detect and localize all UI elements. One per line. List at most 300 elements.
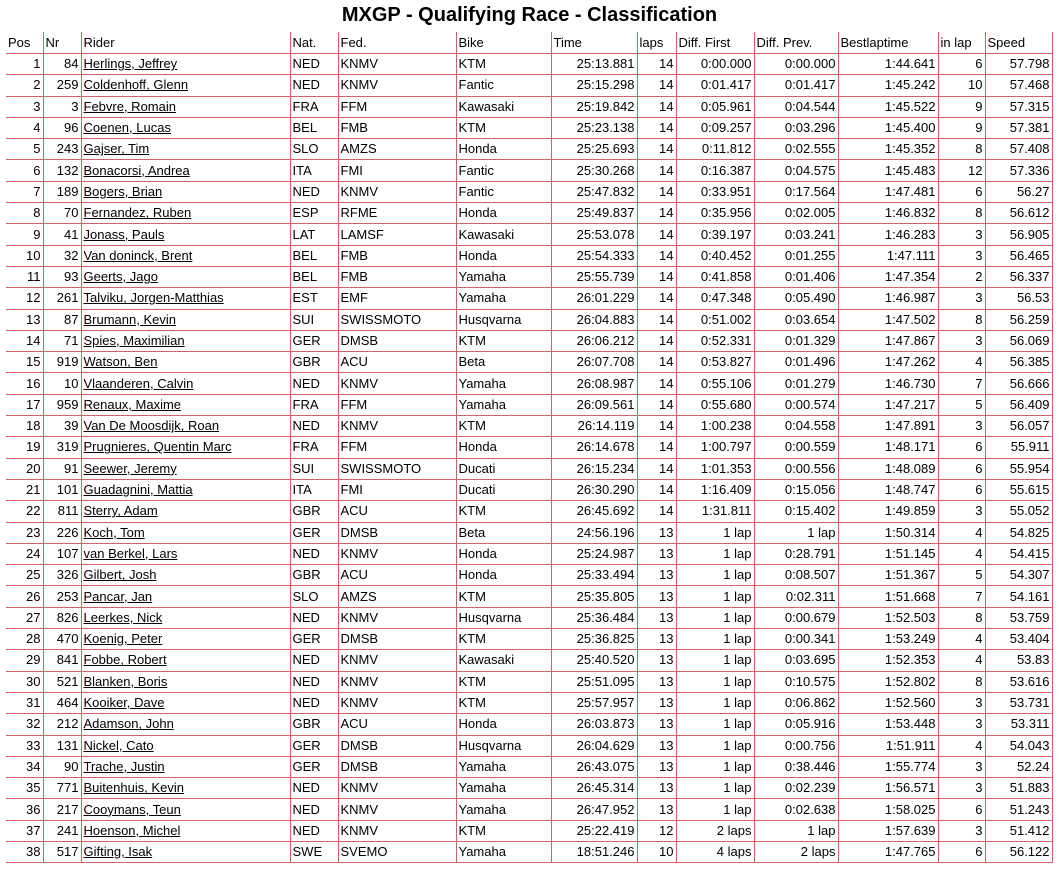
- cell-bestlaptime: 1:58.025: [838, 799, 938, 820]
- cell-time: 25:22.419: [551, 820, 637, 841]
- cell-diff-first: 1 lap: [676, 778, 754, 799]
- cell-in-lap: 8: [938, 139, 985, 160]
- rider-link[interactable]: Nickel, Cato: [83, 737, 154, 753]
- cell-fed: RFME: [338, 203, 456, 224]
- cell-bestlaptime: 1:55.774: [838, 756, 938, 777]
- cell-laps: 14: [637, 54, 676, 75]
- rider-link[interactable]: Van doninck, Brent: [83, 247, 193, 263]
- cell-bike: Honda: [456, 565, 551, 586]
- rider-link[interactable]: Koch, Tom: [83, 524, 145, 540]
- rider-link[interactable]: Febvre, Romain: [83, 98, 176, 114]
- rider-link[interactable]: Watson, Ben: [83, 354, 158, 370]
- cell-nr: 41: [43, 224, 81, 245]
- cell-bike: Kawasaki: [456, 650, 551, 671]
- cell-in-lap: 9: [938, 117, 985, 138]
- table-row: [6, 692, 1052, 713]
- cell-time: 26:14.678: [551, 437, 637, 458]
- cell-bestlaptime: 1:47.111: [838, 245, 938, 266]
- cell-pos: 20: [6, 458, 43, 479]
- cell-time: 26:43.075: [551, 756, 637, 777]
- cell-diff-prev: 0:00.559: [754, 437, 838, 458]
- cell-speed: 53.759: [985, 607, 1052, 628]
- cell-speed: 56.259: [985, 309, 1052, 330]
- cell-diff-prev: 0:02.638: [754, 799, 838, 820]
- cell-nat: GBR: [290, 352, 338, 373]
- cell-rider: [81, 841, 290, 862]
- cell-diff-first: 1 lap: [676, 629, 754, 650]
- cell-diff-prev: 0:03.241: [754, 224, 838, 245]
- cell-in-lap: 6: [938, 479, 985, 500]
- cell-laps: 14: [637, 416, 676, 437]
- cell-diff-prev: 2 laps: [754, 841, 838, 862]
- cell-speed: 53.616: [985, 671, 1052, 692]
- cell-laps: 14: [637, 437, 676, 458]
- cell-laps: 14: [637, 203, 676, 224]
- cell-diff-first: 1:01.353: [676, 458, 754, 479]
- cell-rider: [81, 671, 290, 692]
- rider-link[interactable]: Blanken, Boris: [83, 673, 168, 689]
- rider-link[interactable]: Guadagnini, Mattia: [83, 482, 193, 498]
- cell-diff-first: 0:55.680: [676, 394, 754, 415]
- cell-time: 25:49.837: [551, 203, 637, 224]
- cell-speed: 51.412: [985, 820, 1052, 841]
- cell-bike: Yamaha: [456, 373, 551, 394]
- cell-time: 26:45.692: [551, 501, 637, 522]
- cell-in-lap: 8: [938, 203, 985, 224]
- rider-link[interactable]: Coenen, Lucas: [83, 120, 171, 136]
- cell-diff-first: 1 lap: [676, 692, 754, 713]
- cell-speed: 57.468: [985, 75, 1052, 96]
- cell-speed: 53.311: [985, 714, 1052, 735]
- cell-laps: 13: [637, 586, 676, 607]
- rider-link[interactable]: Fobbe, Robert: [83, 652, 167, 668]
- cell-pos: 27: [6, 607, 43, 628]
- cell-bestlaptime: 1:52.560: [838, 692, 938, 713]
- cell-fed: KNMV: [338, 181, 456, 202]
- rider-link[interactable]: Cooymans, Teun: [83, 801, 181, 817]
- cell-diff-prev: 0:00.000: [754, 54, 838, 75]
- table-row: [6, 543, 1052, 564]
- cell-diff-first: 1:16.409: [676, 479, 754, 500]
- cell-laps: 13: [637, 543, 676, 564]
- cell-pos: 10: [6, 245, 43, 266]
- cell-speed: 53.404: [985, 629, 1052, 650]
- cell-rider: [81, 629, 290, 650]
- cell-bestlaptime: 1:46.283: [838, 224, 938, 245]
- cell-diff-first: 0:00.000: [676, 54, 754, 75]
- cell-nr: 189: [43, 181, 81, 202]
- table-row: [6, 437, 1052, 458]
- cell-diff-first: 0:09.257: [676, 117, 754, 138]
- cell-nat: LAT: [290, 224, 338, 245]
- rider-link[interactable]: Seewer, Jeremy: [83, 460, 177, 476]
- column-header-bike: Bike: [456, 32, 551, 54]
- cell-speed: 51.883: [985, 778, 1052, 799]
- cell-pos: 1: [6, 54, 43, 75]
- cell-pos: 2: [6, 75, 43, 96]
- rider-link[interactable]: Hoenson, Michel: [83, 822, 181, 838]
- cell-nr: 521: [43, 671, 81, 692]
- cell-diff-prev: 0:01.496: [754, 352, 838, 373]
- cell-in-lap: 6: [938, 458, 985, 479]
- cell-time: 25:25.693: [551, 139, 637, 160]
- rider-link[interactable]: Spies, Maximilian: [83, 333, 185, 348]
- classification-table: [6, 32, 1053, 863]
- cell-in-lap: 3: [938, 714, 985, 735]
- cell-bike: Yamaha: [456, 394, 551, 415]
- cell-diff-prev: 0:01.279: [754, 373, 838, 394]
- cell-bestlaptime: 1:45.522: [838, 96, 938, 117]
- cell-nr: 71: [43, 330, 81, 351]
- cell-diff-prev: 0:06.862: [754, 692, 838, 713]
- cell-diff-first: 0:33.951: [676, 181, 754, 202]
- cell-laps: 14: [637, 139, 676, 160]
- cell-bike: KTM: [456, 330, 551, 351]
- cell-nr: 84: [43, 54, 81, 75]
- cell-diff-first: 4 laps: [676, 841, 754, 862]
- cell-speed: 54.825: [985, 522, 1052, 543]
- cell-in-lap: 4: [938, 522, 985, 543]
- cell-nr: 93: [43, 266, 81, 287]
- cell-nat: ITA: [290, 160, 338, 181]
- cell-in-lap: 4: [938, 352, 985, 373]
- cell-bestlaptime: 1:46.832: [838, 203, 938, 224]
- table-row: [6, 501, 1052, 522]
- cell-pos: 32: [6, 714, 43, 735]
- cell-in-lap: 2: [938, 266, 985, 287]
- cell-fed: FMI: [338, 479, 456, 500]
- rider-link[interactable]: Fernandez, Ruben: [83, 205, 192, 221]
- cell-fed: DMSB: [338, 629, 456, 650]
- cell-diff-first: 0:39.197: [676, 224, 754, 245]
- cell-bestlaptime: 1:51.145: [838, 543, 938, 564]
- cell-in-lap: 7: [938, 373, 985, 394]
- column-header-bestlaptime: Bestlaptime: [838, 32, 938, 54]
- rider-link[interactable]: Brumann, Kevin: [83, 311, 176, 327]
- cell-bike: KTM: [456, 501, 551, 522]
- cell-rider: [81, 75, 290, 96]
- cell-rider: [81, 96, 290, 117]
- cell-diff-prev: 1 lap: [754, 522, 838, 543]
- cell-in-lap: 6: [938, 841, 985, 862]
- cell-time: 26:09.561: [551, 394, 637, 415]
- cell-fed: DMSB: [338, 735, 456, 756]
- cell-in-lap: 3: [938, 756, 985, 777]
- cell-nr: 959: [43, 394, 81, 415]
- rider-link[interactable]: Gilbert, Josh: [83, 567, 157, 583]
- cell-speed: 54.415: [985, 543, 1052, 564]
- cell-time: 25:53.078: [551, 224, 637, 245]
- table-row: [6, 799, 1052, 820]
- cell-nat: FRA: [290, 394, 338, 415]
- rider-link[interactable]: Adamson, John: [83, 716, 174, 732]
- column-header-pos: Pos: [6, 32, 43, 54]
- cell-time: 26:14.119: [551, 416, 637, 437]
- table-row: [6, 245, 1052, 266]
- rider-link[interactable]: Coldenhoff, Glenn: [83, 77, 189, 93]
- rider-link[interactable]: Geerts, Jago: [83, 269, 158, 285]
- cell-nat: NED: [290, 671, 338, 692]
- cell-speed: 56.122: [985, 841, 1052, 862]
- cell-laps: 14: [637, 245, 676, 266]
- table-row: [6, 309, 1052, 330]
- cell-fed: KNMV: [338, 650, 456, 671]
- cell-bestlaptime: 1:46.987: [838, 288, 938, 309]
- cell-pos: 6: [6, 160, 43, 181]
- cell-bestlaptime: 1:47.481: [838, 181, 938, 202]
- cell-time: 24:56.196: [551, 522, 637, 543]
- cell-fed: KNMV: [338, 671, 456, 692]
- cell-nat: GER: [290, 735, 338, 756]
- rider-link[interactable]: Herlings, Jeffrey: [83, 56, 178, 72]
- rider-link[interactable]: Pancar, Jan: [83, 588, 153, 604]
- cell-time: 25:13.881: [551, 54, 637, 75]
- cell-diff-prev: 0:38.446: [754, 756, 838, 777]
- cell-bestlaptime: 1:45.400: [838, 117, 938, 138]
- rider-link[interactable]: Jonass, Pauls: [83, 226, 165, 242]
- rider-link[interactable]: Kooiker, Dave: [83, 695, 165, 711]
- cell-laps: 14: [637, 352, 676, 373]
- cell-pos: 7: [6, 181, 43, 202]
- cell-diff-first: 0:47.348: [676, 288, 754, 309]
- cell-diff-first: 1 lap: [676, 714, 754, 735]
- cell-nat: BEL: [290, 266, 338, 287]
- cell-bike: Ducati: [456, 479, 551, 500]
- cell-bike: Husqvarna: [456, 735, 551, 756]
- cell-bestlaptime: 1:51.668: [838, 586, 938, 607]
- cell-nat: ESP: [290, 203, 338, 224]
- cell-laps: 14: [637, 75, 676, 96]
- rider-link[interactable]: Vlaanderen, Calvin: [83, 375, 194, 391]
- cell-bike: KTM: [456, 586, 551, 607]
- rider-link[interactable]: Buitenhuis, Kevin: [83, 780, 184, 796]
- cell-speed: 54.307: [985, 565, 1052, 586]
- rider-link[interactable]: Koenig, Peter: [83, 631, 163, 647]
- cell-bike: Honda: [456, 203, 551, 224]
- cell-bestlaptime: 1:47.867: [838, 330, 938, 351]
- cell-time: 25:57.957: [551, 692, 637, 713]
- cell-fed: ACU: [338, 501, 456, 522]
- rider-link[interactable]: Van De Moosdijk, Roan: [83, 418, 220, 434]
- cell-laps: 14: [637, 373, 676, 394]
- cell-diff-first: 0:52.331: [676, 330, 754, 351]
- cell-bestlaptime: 1:52.503: [838, 607, 938, 628]
- cell-nr: 811: [43, 501, 81, 522]
- page-title: MXGP - Qualifying Race - Classification: [341, 4, 718, 26]
- table-row: [6, 203, 1052, 224]
- cell-diff-prev: 0:08.507: [754, 565, 838, 586]
- rider-link[interactable]: Sterry, Adam: [83, 503, 158, 519]
- cell-in-lap: 10: [938, 75, 985, 96]
- cell-fed: KNMV: [338, 692, 456, 713]
- column-header-laps: laps: [637, 32, 676, 54]
- cell-nat: SUI: [290, 458, 338, 479]
- cell-in-lap: 3: [938, 501, 985, 522]
- rider-link[interactable]: Renaux, Maxime: [83, 396, 182, 412]
- cell-pos: 14: [6, 330, 43, 351]
- cell-rider: [81, 224, 290, 245]
- table-row: [6, 735, 1052, 756]
- cell-in-lap: 5: [938, 565, 985, 586]
- cell-pos: 28: [6, 629, 43, 650]
- cell-pos: 19: [6, 437, 43, 458]
- cell-diff-first: 1 lap: [676, 671, 754, 692]
- cell-diff-prev: 0:03.654: [754, 309, 838, 330]
- cell-diff-first: 0:01.417: [676, 75, 754, 96]
- table-row: [6, 671, 1052, 692]
- cell-laps: 14: [637, 479, 676, 500]
- cell-diff-first: 0:35.956: [676, 203, 754, 224]
- cell-diff-first: 0:11.812: [676, 139, 754, 160]
- header-row: [6, 32, 1052, 54]
- table-row: [6, 160, 1052, 181]
- cell-in-lap: 4: [938, 629, 985, 650]
- cell-nr: 70: [43, 203, 81, 224]
- cell-in-lap: 3: [938, 288, 985, 309]
- cell-diff-first: 0:51.002: [676, 309, 754, 330]
- cell-fed: KNMV: [338, 607, 456, 628]
- rider-link[interactable]: Bogers, Brian: [83, 183, 163, 199]
- table-row: [6, 607, 1052, 628]
- cell-speed: 56.069: [985, 330, 1052, 351]
- rider-link[interactable]: Leerkes, Nick: [83, 609, 163, 625]
- cell-bestlaptime: 1:45.483: [838, 160, 938, 181]
- cell-rider: [81, 288, 290, 309]
- cell-laps: 13: [637, 799, 676, 820]
- table-row: [6, 394, 1052, 415]
- cell-in-lap: 4: [938, 543, 985, 564]
- cell-nat: BEL: [290, 117, 338, 138]
- cell-speed: 55.911: [985, 437, 1052, 458]
- cell-bestlaptime: 1:53.249: [838, 629, 938, 650]
- cell-nr: 91: [43, 458, 81, 479]
- cell-laps: 10: [637, 841, 676, 862]
- rider-link[interactable]: Gifting, Isak: [83, 844, 153, 860]
- table-row: [6, 181, 1052, 202]
- cell-rider: [81, 692, 290, 713]
- cell-fed: AMZS: [338, 586, 456, 607]
- cell-nr: 261: [43, 288, 81, 309]
- cell-nr: 132: [43, 160, 81, 181]
- cell-speed: 56.409: [985, 394, 1052, 415]
- cell-nr: 326: [43, 565, 81, 586]
- cell-nat: SLO: [290, 586, 338, 607]
- rider-link[interactable]: Prugnieres, Quentin Marc: [83, 439, 232, 455]
- table-row: [6, 629, 1052, 650]
- cell-laps: 14: [637, 458, 676, 479]
- cell-rider: [81, 373, 290, 394]
- rider-link[interactable]: Trache, Justin: [83, 758, 165, 774]
- table-row: [6, 714, 1052, 735]
- table-row: [6, 458, 1052, 479]
- table-row: [6, 54, 1052, 75]
- cell-diff-prev: 0:04.558: [754, 416, 838, 437]
- cell-rider: [81, 756, 290, 777]
- rider-link[interactable]: Talviku, Jorgen-Matthias: [83, 290, 224, 306]
- cell-nat: NED: [290, 607, 338, 628]
- cell-rider: [81, 437, 290, 458]
- cell-in-lap: 6: [938, 437, 985, 458]
- cell-laps: 13: [637, 607, 676, 628]
- cell-diff-first: 1 lap: [676, 607, 754, 628]
- cell-bestlaptime: 1:47.354: [838, 266, 938, 287]
- cell-speed: 57.408: [985, 139, 1052, 160]
- cell-bestlaptime: 1:48.089: [838, 458, 938, 479]
- cell-time: 25:35.805: [551, 586, 637, 607]
- cell-pos: 18: [6, 416, 43, 437]
- cell-nat: NED: [290, 650, 338, 671]
- cell-diff-prev: 1 lap: [754, 820, 838, 841]
- cell-speed: 56.337: [985, 266, 1052, 287]
- cell-bike: KTM: [456, 671, 551, 692]
- cell-nr: 3: [43, 96, 81, 117]
- cell-bike: KTM: [456, 54, 551, 75]
- rider-link[interactable]: van Berkel, Lars: [83, 545, 178, 561]
- cell-rider: [81, 650, 290, 671]
- cell-diff-first: 0:16.387: [676, 160, 754, 181]
- cell-bestlaptime: 1:47.217: [838, 394, 938, 415]
- cell-diff-prev: 0:04.575: [754, 160, 838, 181]
- cell-fed: FMB: [338, 245, 456, 266]
- cell-nat: GER: [290, 330, 338, 351]
- table-row: [6, 416, 1052, 437]
- cell-fed: FFM: [338, 437, 456, 458]
- cell-rider: [81, 416, 290, 437]
- cell-fed: FFM: [338, 96, 456, 117]
- cell-speed: 57.798: [985, 54, 1052, 75]
- cell-diff-prev: 0:01.406: [754, 266, 838, 287]
- cell-bestlaptime: 1:47.502: [838, 309, 938, 330]
- table-row: [6, 756, 1052, 777]
- cell-in-lap: 4: [938, 650, 985, 671]
- rider-link[interactable]: Gajser, Tim: [83, 141, 150, 157]
- rider-link[interactable]: Bonacorsi, Andrea: [83, 162, 190, 178]
- cell-time: 25:54.333: [551, 245, 637, 266]
- cell-diff-prev: 0:03.296: [754, 117, 838, 138]
- cell-bike: Yamaha: [456, 841, 551, 862]
- cell-rider: [81, 139, 290, 160]
- cell-bike: Honda: [456, 139, 551, 160]
- cell-bestlaptime: 1:46.730: [838, 373, 938, 394]
- cell-time: 26:47.952: [551, 799, 637, 820]
- cell-nat: NED: [290, 416, 338, 437]
- cell-nr: 464: [43, 692, 81, 713]
- cell-rider: [81, 522, 290, 543]
- cell-nat: GBR: [290, 565, 338, 586]
- cell-nr: 96: [43, 117, 81, 138]
- table-row: [6, 75, 1052, 96]
- cell-bike: Honda: [456, 245, 551, 266]
- cell-diff-prev: 0:15.056: [754, 479, 838, 500]
- cell-nat: GBR: [290, 714, 338, 735]
- cell-nat: NED: [290, 181, 338, 202]
- cell-nat: NED: [290, 75, 338, 96]
- cell-pos: 34: [6, 756, 43, 777]
- cell-rider: [81, 54, 290, 75]
- cell-pos: 23: [6, 522, 43, 543]
- cell-bike: Yamaha: [456, 266, 551, 287]
- cell-bestlaptime: 1:51.367: [838, 565, 938, 586]
- cell-nr: 470: [43, 629, 81, 650]
- cell-nr: 217: [43, 799, 81, 820]
- cell-time: 25:23.138: [551, 117, 637, 138]
- cell-time: 26:01.229: [551, 288, 637, 309]
- cell-laps: 13: [637, 756, 676, 777]
- cell-nr: 517: [43, 841, 81, 862]
- cell-diff-prev: 0:00.679: [754, 607, 838, 628]
- cell-bike: Fantic: [456, 181, 551, 202]
- cell-nr: 919: [43, 352, 81, 373]
